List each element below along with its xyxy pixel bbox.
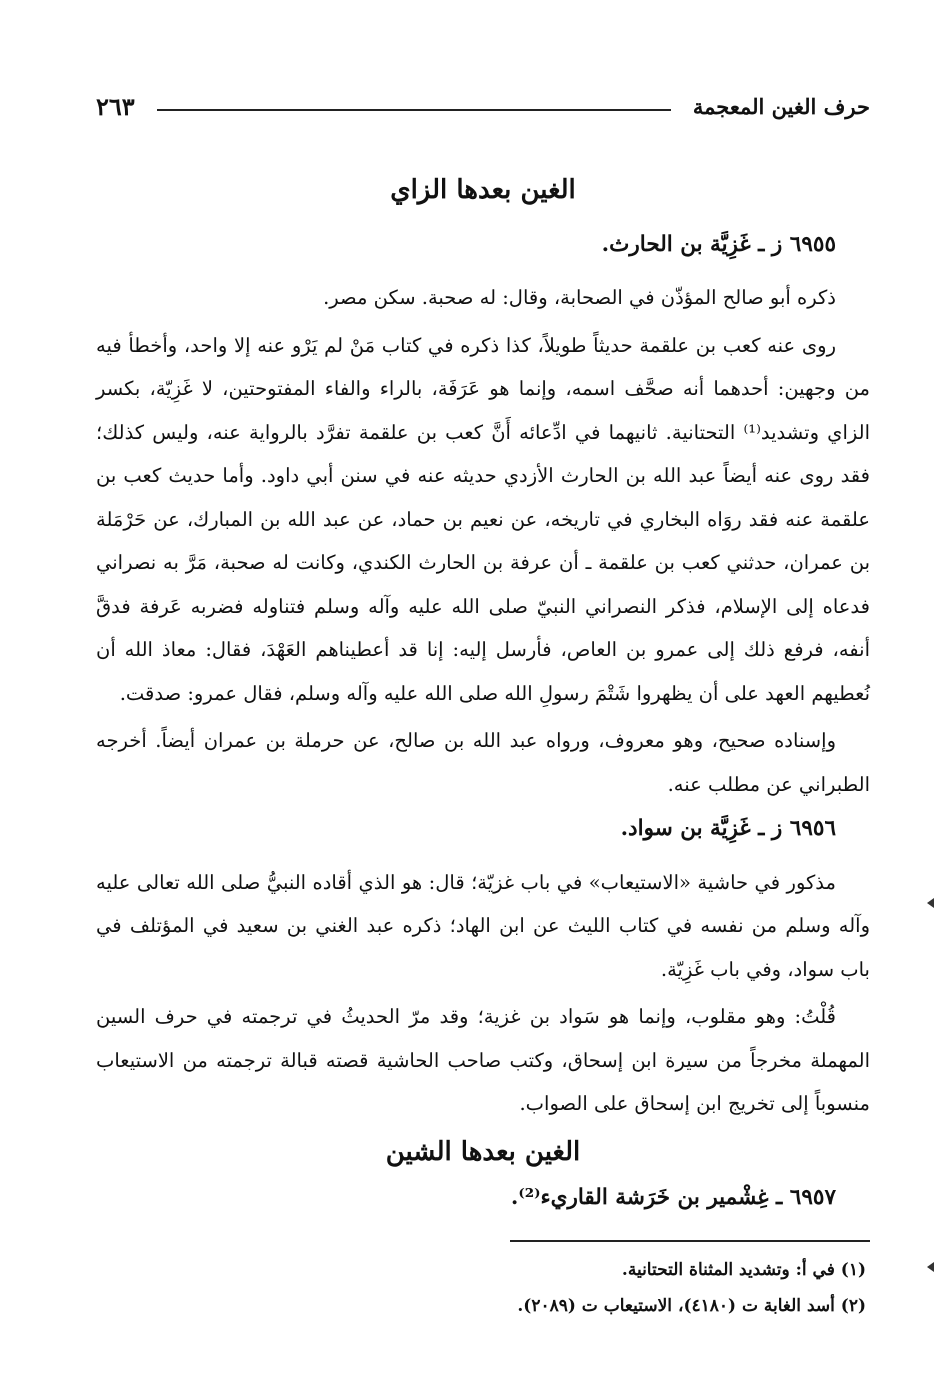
footnote-rule — [510, 1240, 870, 1242]
margin-mark-icon — [927, 898, 934, 908]
entry-6955-paragraph-2: روى عنه كعب بن علقمة حديثاً طويلاً، كذا ذكره في كتاب مَنْ لم يَرْو عنه إلا واحد، وأخطأ فيه من وجهين: أحدهما أنه صحَّف اسمه، وإنما هو عَرَفَة، بالراء والفاء المفتوحتين، لا غَزِيّة، بكسر الزاي وتشديد⁽¹⁾ التحتانية. ثانيهما في ادِّعائه أَنَّ كعب بن علقمة تفرَّد بالرواية عنه، وليس كذلك؛ فقد روى عنه أيضاً عبد الله بن الحارث الأزدي حديثه عنه في سنن أبي داود. وأما حديث كعب بن علقمة عنه فقد روَاه البخاري في تاريخه، عن نعيم بن حماد، عن عبد الله بن المبارك، عن حَرْمَلة بن عمران، حدثني كعب بن علقمة ـ أن عرفة بن الحارث الكندي، وكانت له صحبة، مَرَّ به نصراني فدعاه إلى الإسلام، فذكر النصراني النبيّ صلى الله عليه وآله وسلم فتناوله فضربه عَرفة فدقَّ أنفه، فرفع ذلك إلى عمرو بن العاص، فأرسل إليه: إنا قد أعطيناهم العَهْدَ، فقال: معاذ الله أن نُعطيهم العهد على أن يظهروا شَتْمَ رسولِ الله صلى الله عليه وآله وسلم، فقال عمرو: صدقت. — [96, 333, 870, 705]
page-number: ٢٦٣ — [96, 91, 135, 121]
section-title-shin: الغين بعدها الشين — [385, 1136, 581, 1167]
entry-6956-paragraph-2: قُلْتُ: وهو مقلوب، وإنما هو سَواد بن غزية؛ وقد مرّ الحديثُ في ترجمته في حرف السين المهملة مخرجاً من سيرة ابن إسحاق، وكتب صاحب الحاشية قصته قبالة ترجمته من الاستيعاب منسوباً إلى تخريج ابن إسحاق على الصواب. — [96, 1005, 870, 1116]
running-head-title: حرف الغين المعجمة — [692, 93, 870, 119]
entry-6956-paragraph-1: مذكور في حاشية «الاستيعاب» في باب غزيّة؛ قال: هو الذي أقاده النبيُّ صلى الله تعالى عليه وآله وسلم من نفسه في كتاب الليث عن ابن الهاد؛ ذكره عبد الغني بن سعيد في المؤتلف في باب سواد، وفي باب غَزِيّة. — [96, 870, 870, 981]
entry-heading-6956: ٦٩٥٦ ز ـ غَزِيَّة بن سواد. — [620, 816, 836, 842]
footnote-1: (١) في أ: وتشديد المثناة التحتانية. — [621, 1259, 866, 1280]
section-title-zay: الغين بعدها الزاي — [390, 175, 576, 205]
entry-6955-paragraph-1: ذكره أبو صالح المؤذّن في الصحابة، وقال: له صحبة. سكن مصر. — [323, 286, 836, 310]
footnotes — [96, 1252, 870, 1324]
margin-mark-icon — [927, 1262, 934, 1272]
entry-heading-6957: ٦٩٥٧ ـ غِشْمير بن خَرَشة القاريء⁽²⁾. — [510, 1185, 836, 1211]
entry-6955-paragraph-3: وإسناده صحيح، وهو معروف، ورواه عبد الله بن صالح، عن حرملة بن عمران أيضاً. أخرجه الطبراني عن مطلب عنه. — [96, 729, 870, 796]
running-head — [96, 88, 870, 124]
entry-heading-6955: ٦٩٥٥ ز ـ غَزِيَّة بن الحارث. — [601, 231, 836, 257]
footnote-2: (٢) أسد الغابة ت (٤١٨٠)، الاستيعاب ت (٢٠٨٩). — [517, 1295, 866, 1316]
header-rule — [157, 109, 671, 111]
